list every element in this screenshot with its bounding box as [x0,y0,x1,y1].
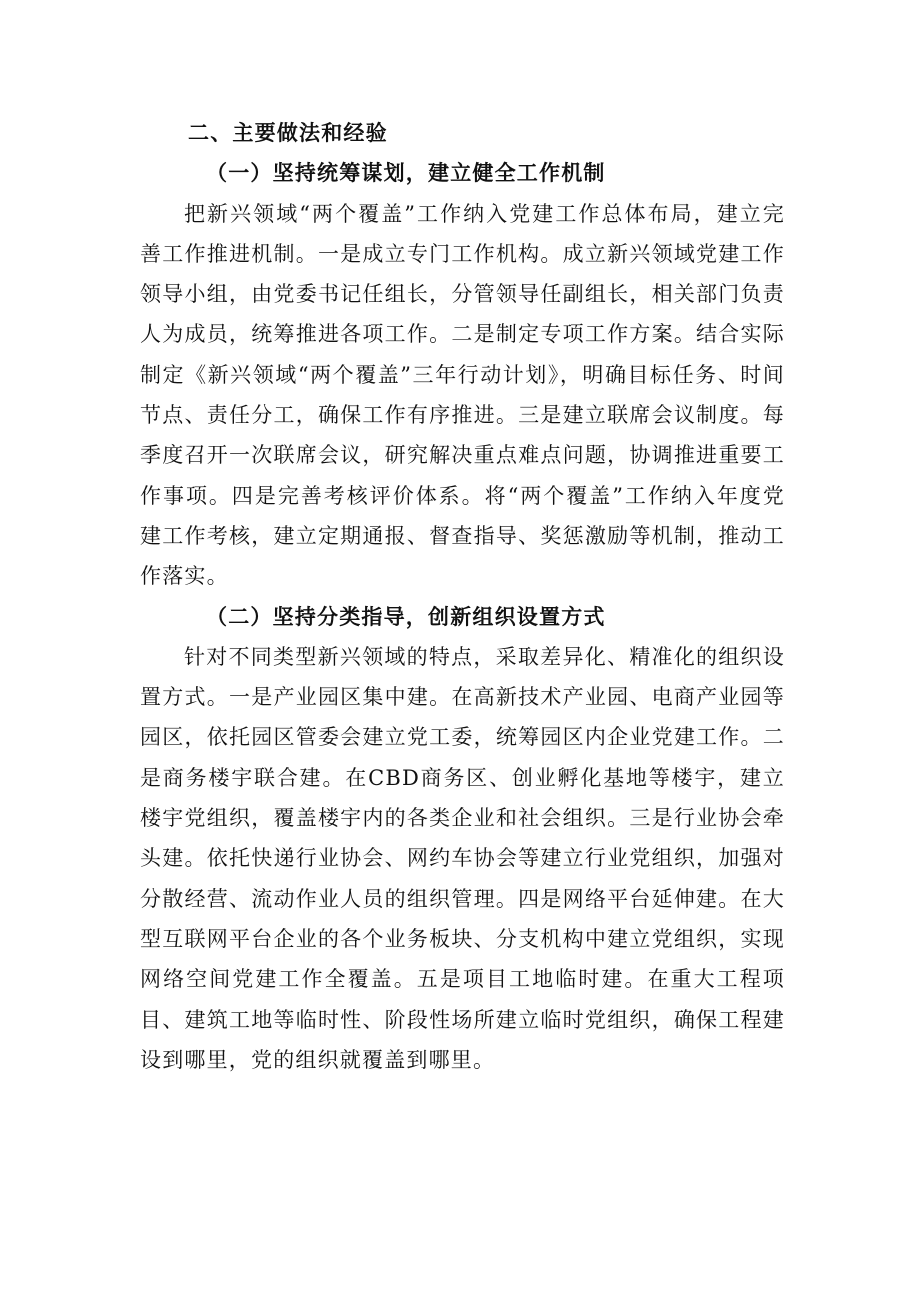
document-body [140,113,785,1080]
subsection-heading-1: （一）坚持统筹谋划，建立健全工作机制 [206,161,606,186]
subsection-paragraph-1: 把新兴领域“两个覆盖”工作纳入党建工作总体布局，建立完善工作推进机制。一是成立专门工作机构。成立新兴领域党建工作领导小组，由党委书记任组长，分管领导任副组长，相关部门负责人为成员，统筹推进各项工作。二是制定专项工作方案。结合实际制定《新兴领域“两个覆盖”三年行动计划》，明确目标任务、时间节点、责任分工，确保工作有序推进。三是建立联席会议制度。每季度召开一次联席会议，研究解决重点难点问题，协调推进重要工作事项。四是完善考核评价体系。将“两个覆盖”工作纳入年度党建工作考核，建立定期通报、督查指导、奖惩激励等机制，推动工作落实。 [140,201,785,589]
section-heading: 二、主要做法和经验 [188,121,388,145]
subsection-paragraph-2: 针对不同类型新兴领域的特点，采取差异化、精准化的组织设置方式。一是产业园区集中建。在高新技术产业园、电商产业园等园区，依托园区管委会建立党工委，统筹园区内企业党建工作。二是商务楼宇联合建。在CBD商务区、创业孵化基地等楼宇，建立楼宇党组织，覆盖楼宇内的各类企业和社会组织。三是行业协会牵头建。依托快递行业协会、网约车协会等建立行业党组织，加强对分散经营、流动作业人员的组织管理。四是网络平台延伸建。在大型互联网平台企业的各个业务板块、分支机构中建立党组织，实现网络空间党建工作全覆盖。五是项目工地临时建。在重大工程项目、建筑工地等临时性、阶段性场所建立临时党组织，确保工程建设到哪里，党的组织就覆盖到哪里。 [140,644,785,1072]
subsection-heading-2: （二）坚持分类指导，创新组织设置方式 [206,604,606,629]
